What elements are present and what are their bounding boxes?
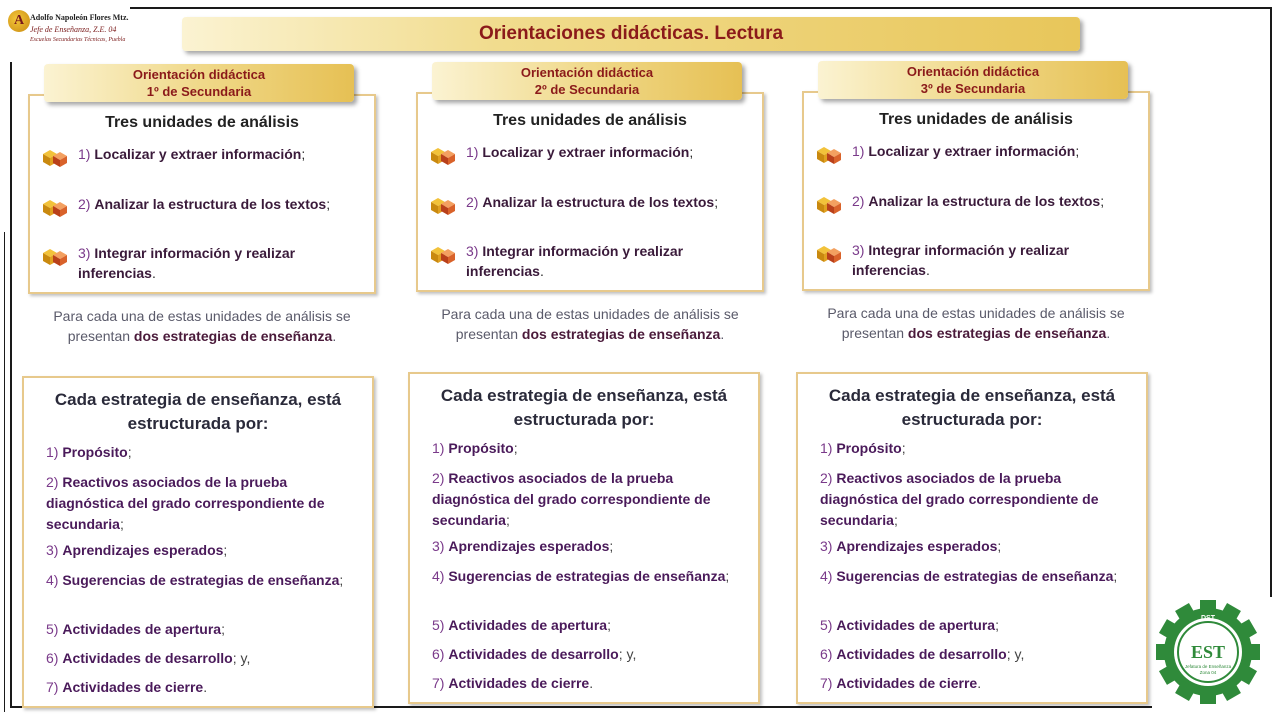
- seal-bottom-text: Jefatura de Enseñanza: [1184, 664, 1232, 669]
- item-text: Aprendizajes esperados: [448, 538, 610, 554]
- units-box-1: [28, 94, 376, 294]
- analysis-unit: [852, 240, 1142, 280]
- unit-end: .: [539, 263, 544, 279]
- unit-text: Integrar información y realizar inferencias: [78, 245, 296, 281]
- item-number: 1): [432, 440, 445, 456]
- item-end: .: [977, 675, 982, 691]
- item-text: Aprendizajes esperados: [836, 538, 998, 554]
- analysis-unit: [466, 142, 756, 162]
- unit-number: 3): [852, 242, 865, 258]
- item-text: Reactivos asociados de la prueba diagnóstica del grado correspondiente de secundaria: [46, 474, 325, 532]
- item-number: 5): [820, 617, 833, 633]
- grade-tag-2: [432, 62, 742, 100]
- cubes-icon: [428, 243, 458, 265]
- item-text: Actividades de desarrollo: [448, 646, 619, 662]
- grade-tag-line1: Orientación didáctica: [520, 65, 654, 80]
- cubes-icon: [814, 242, 844, 264]
- structure-item: [820, 644, 1120, 665]
- item-end: ; y,: [232, 650, 251, 666]
- item-number: 1): [46, 444, 59, 460]
- unit-number: 3): [78, 245, 91, 261]
- item-number: 6): [46, 650, 59, 666]
- item-text: Sugerencias de estrategias de enseñanza: [62, 572, 340, 588]
- item-number: 7): [46, 679, 59, 695]
- gold-circle-letter-icon: A: [8, 10, 30, 32]
- item-number: 5): [46, 621, 59, 637]
- cubes-icon: [814, 143, 844, 165]
- item-end: ;: [609, 538, 614, 554]
- cubes-icon: [814, 193, 844, 215]
- structure-item: [432, 615, 732, 636]
- item-text: Reactivos asociados de la prueba diagnóstica del grado correspondiente de secundaria: [820, 470, 1099, 528]
- item-number: 4): [432, 568, 445, 584]
- structure-title: Cada estrategia de enseñanza, está estructurada por:: [828, 386, 1116, 429]
- grade-tag-3: [818, 61, 1128, 99]
- item-end: .: [589, 675, 594, 691]
- structure-box-2: [408, 372, 760, 704]
- analysis-unit: [466, 241, 756, 281]
- item-text: Reactivos asociados de la prueba diagnóstica del grado correspondiente de secundaria: [432, 470, 711, 528]
- item-number: 6): [432, 646, 445, 662]
- item-number: 4): [46, 572, 59, 588]
- structure-item: [432, 673, 732, 694]
- item-end: ;: [901, 440, 906, 456]
- item-text: Actividades de desarrollo: [836, 646, 1007, 662]
- unit-text: Localizar y extraer información: [482, 144, 690, 160]
- paragraph-end: .: [1106, 325, 1111, 341]
- unit-end: .: [925, 262, 930, 278]
- unit-text: Analizar la estructura de los textos: [868, 193, 1101, 209]
- structure-item: [820, 468, 1120, 531]
- units-box-3: [802, 91, 1150, 291]
- item-text: Propósito: [836, 440, 902, 456]
- item-end: ; y,: [618, 646, 637, 662]
- grade-tag-line1: Orientación didáctica: [906, 64, 1040, 79]
- item-end: ;: [127, 444, 132, 460]
- unit-text: Analizar la estructura de los textos: [482, 194, 715, 210]
- item-end: ;: [513, 440, 518, 456]
- structure-item: [432, 468, 732, 531]
- structure-item: [820, 566, 1120, 587]
- structure-item: [820, 615, 1120, 636]
- item-end: ; y,: [1006, 646, 1025, 662]
- item-end: .: [203, 679, 208, 695]
- item-text: Actividades de cierre: [836, 675, 978, 691]
- structure-item: [46, 619, 346, 640]
- unit-end: ;: [689, 144, 694, 160]
- item-number: 6): [820, 646, 833, 662]
- item-end: ;: [725, 568, 730, 584]
- item-number: 3): [46, 542, 59, 558]
- structure-box-1: [22, 376, 374, 708]
- item-text: Actividades de apertura: [62, 621, 222, 637]
- unit-end: ;: [1075, 143, 1080, 159]
- paragraph-text: Para cada una de estas unidades de análisis se presentan: [53, 308, 351, 344]
- grade-tag-line1: Orientación didáctica: [132, 67, 266, 82]
- gear-seal-icon: [1152, 596, 1264, 708]
- structure-item: [432, 536, 732, 557]
- structure-item: [432, 438, 732, 459]
- item-text: Actividades de desarrollo: [62, 650, 233, 666]
- structure-item: [46, 570, 346, 591]
- logo-name: Adolfo Napoleón Flores Mtz.: [30, 13, 129, 22]
- structure-item: [46, 540, 346, 561]
- structure-item: [46, 648, 346, 669]
- unit-number: 1): [852, 143, 865, 159]
- cubes-icon: [40, 245, 70, 267]
- analysis-unit: [466, 192, 756, 212]
- unit-text: Analizar la estructura de los textos: [94, 196, 327, 212]
- paragraph-end: .: [720, 326, 725, 342]
- item-number: 7): [432, 675, 445, 691]
- item-end: ;: [995, 617, 999, 633]
- item-number: 2): [432, 470, 445, 486]
- structure-title: Cada estrategia de enseñanza, está estructurada por:: [440, 386, 728, 429]
- strategies-paragraph-3: [802, 303, 1150, 343]
- grade-tag-line2: 1º de Secundaria: [146, 84, 252, 99]
- paragraph-bold: dos estrategias de enseñanza: [907, 325, 1107, 341]
- item-number: 2): [46, 474, 59, 490]
- paragraph-bold: dos estrategias de enseñanza: [521, 326, 721, 342]
- unit-number: 1): [78, 146, 91, 162]
- paragraph-end: .: [332, 328, 337, 344]
- unit-number: 2): [852, 193, 865, 209]
- frame-left-line: [10, 62, 12, 708]
- analysis-unit: [78, 144, 368, 164]
- item-number: 7): [820, 675, 833, 691]
- item-text: Propósito: [62, 444, 128, 460]
- unit-text: Localizar y extraer información: [868, 143, 1076, 159]
- item-end: ;: [221, 621, 225, 637]
- units-title: Tres unidades de análisis: [493, 112, 687, 129]
- structure-box-3: [796, 372, 1148, 704]
- unit-number: 2): [78, 196, 91, 212]
- logo-school: Escuelas Secundarias Técnicas, Puebla: [30, 37, 126, 43]
- seal-center-text: EST: [1190, 642, 1226, 662]
- grade-tag-1: [44, 64, 354, 102]
- structure-item: [820, 536, 1120, 557]
- strategies-paragraph-2: [416, 304, 764, 344]
- cubes-icon: [40, 146, 70, 168]
- structure-item: [820, 673, 1120, 694]
- cubes-icon: [40, 196, 70, 218]
- unit-text: Integrar información y realizar inferencias: [852, 242, 1070, 278]
- grade-tag-line2: 2º de Secundaria: [534, 82, 640, 97]
- unit-end: ;: [326, 196, 331, 212]
- unit-end: ;: [714, 194, 719, 210]
- item-text: Sugerencias de estrategias de enseñanza: [448, 568, 726, 584]
- unit-number: 2): [466, 194, 479, 210]
- paragraph-text: Para cada una de estas unidades de análisis se presentan: [827, 305, 1125, 341]
- item-number: 3): [820, 538, 833, 554]
- unit-text: Localizar y extraer información: [94, 146, 302, 162]
- structure-item: [432, 566, 732, 587]
- seal-top-text: DST: [1201, 615, 1215, 622]
- structure-item: [46, 442, 346, 463]
- unit-number: 1): [466, 144, 479, 160]
- unit-end: ;: [1100, 193, 1105, 209]
- item-end: ;: [505, 512, 510, 528]
- unit-end: ;: [301, 146, 306, 162]
- analysis-unit: [852, 141, 1142, 161]
- structure-item: [820, 438, 1120, 459]
- structure-item: [432, 644, 732, 665]
- item-end: ;: [997, 538, 1002, 554]
- units-box-2: [416, 92, 764, 292]
- item-end: ;: [223, 542, 228, 558]
- item-text: Actividades de cierre: [448, 675, 590, 691]
- frame-right-line: [1270, 7, 1272, 597]
- item-number: 1): [820, 440, 833, 456]
- author-logo: [8, 8, 128, 52]
- unit-end: .: [151, 265, 156, 281]
- item-end: ;: [119, 516, 124, 532]
- units-title: Tres unidades de análisis: [879, 111, 1073, 128]
- analysis-unit: [78, 194, 368, 214]
- grade-tag-line2: 3º de Secundaria: [920, 81, 1026, 96]
- item-end: ;: [1113, 568, 1118, 584]
- item-end: ;: [893, 512, 898, 528]
- structure-item: [46, 677, 346, 698]
- analysis-unit: [78, 243, 368, 283]
- item-text: Aprendizajes esperados: [62, 542, 224, 558]
- item-text: Actividades de apertura: [836, 617, 996, 633]
- units-title: Tres unidades de análisis: [105, 114, 299, 131]
- cubes-icon: [428, 144, 458, 166]
- item-end: ;: [607, 617, 611, 633]
- item-text: Actividades de apertura: [448, 617, 608, 633]
- paragraph-text: Para cada una de estas unidades de análisis se presentan: [441, 306, 739, 342]
- strategies-paragraph-1: [28, 306, 376, 346]
- item-text: Actividades de cierre: [62, 679, 204, 695]
- frame-top-line: [130, 7, 1272, 9]
- item-end: ;: [339, 572, 344, 588]
- analysis-unit: [852, 191, 1142, 211]
- logo-role: Jefe de Enseñanza, Z.E. 04: [30, 25, 117, 34]
- unit-text: Integrar información y realizar inferencias: [466, 243, 684, 279]
- structure-item: [46, 472, 346, 535]
- page-title: Orientaciones didácticas. Lectura: [182, 17, 1080, 51]
- paragraph-bold: dos estrategias de enseñanza: [133, 328, 333, 344]
- seal-zone-text: Zona 04: [1199, 670, 1217, 675]
- item-number: 5): [432, 617, 445, 633]
- item-number: 4): [820, 568, 833, 584]
- structure-title: Cada estrategia de enseñanza, está estructurada por:: [54, 390, 342, 433]
- cubes-icon: [428, 194, 458, 216]
- item-text: Sugerencias de estrategias de enseñanza: [836, 568, 1114, 584]
- item-number: 2): [820, 470, 833, 486]
- frame-inner-left-line: [4, 232, 5, 712]
- item-text: Propósito: [448, 440, 514, 456]
- unit-number: 3): [466, 243, 479, 259]
- item-number: 3): [432, 538, 445, 554]
